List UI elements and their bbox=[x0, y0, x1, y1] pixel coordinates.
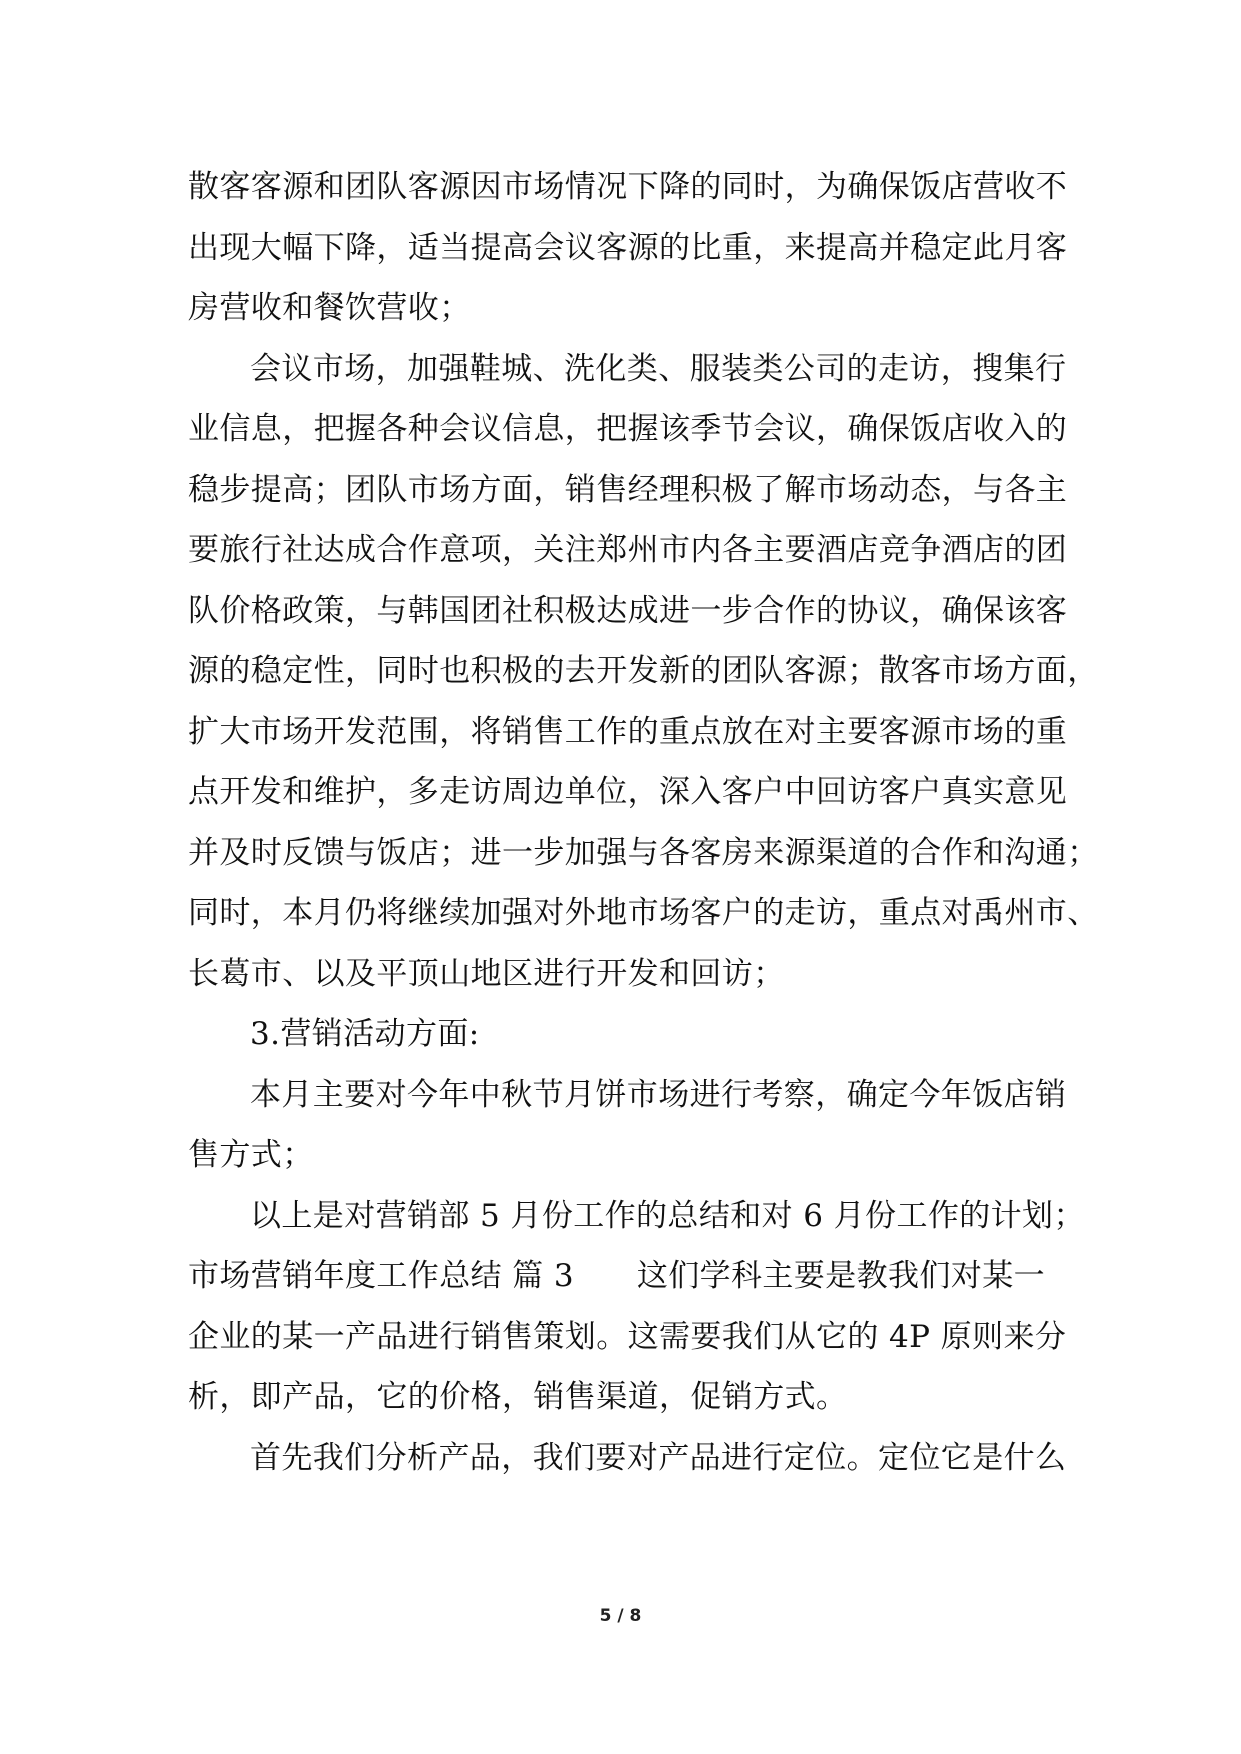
text-line: 出现大幅下降，适当提高会议客源的比重，来提高并稳定此月客 bbox=[188, 229, 1068, 266]
text-line: 售方式； bbox=[188, 1137, 314, 1173]
page-number: 5 / 8 bbox=[599, 1606, 642, 1626]
text-line: 房营收和餐饮营收； bbox=[188, 290, 471, 326]
text-line: 以上是对营销部 5 月份工作的总结和对 6 月份工作的计划； bbox=[250, 1197, 1085, 1234]
text-line: 点开发和维护，多走访周边单位，深入客户中回访客户真实意见 bbox=[188, 774, 1068, 810]
text-line: 长葛市、以及平顶山地区进行开发和回访； bbox=[188, 955, 785, 992]
text-line: 同时，本月仍将继续加强对外地市场客户的走访，重点对禹州市、 bbox=[188, 895, 1099, 931]
text-line: 并及时反馈与饭店；进一步加强与各客房来源渠道的合作和沟通； bbox=[188, 834, 1099, 871]
text-line: 业信息，把握各种会议信息，把握该季节会议，确保饭店收入的 bbox=[188, 411, 1068, 447]
text-line: 析，即产品，它的价格，销售渠道，促销方式。 bbox=[188, 1379, 848, 1415]
text-line: 要旅行社达成合作意项，关注郑州市内各主要酒店竞争酒店的团 bbox=[188, 532, 1068, 568]
text-line: 本月主要对今年中秋节月饼市场进行考察，确定今年饭店销 bbox=[250, 1076, 1067, 1113]
document-body bbox=[188, 157, 1099, 1488]
text-line: 首先我们分析产品，我们要对产品进行定位。定位它是什么 bbox=[250, 1439, 1067, 1476]
text-line: 散客客源和团队客源因市场情况下降的同时，为确保饭店营收不 bbox=[188, 169, 1068, 205]
text-line: 扩大市场开发范围，将销售工作的重点放在对主要客源市场的重 bbox=[188, 713, 1068, 750]
text-line: 源的稳定性，同时也积极的去开发新的团队客源；散客市场方面， bbox=[188, 653, 1099, 689]
text-line: 队价格政策，与韩国团社积极达成进一步合作的协议，确保该客 bbox=[188, 592, 1068, 629]
text-line: 稳步提高；团队市场方面，销售经理积极了解市场动态，与各主 bbox=[188, 471, 1068, 508]
text-line: 3.营销活动方面: bbox=[250, 1016, 480, 1052]
text-line: 会议市场，加强鞋城、洗化类、服装类公司的走访，搜集行 bbox=[250, 350, 1067, 387]
text-line: 市场营销年度工作总结 篇 3 这们学科主要是教我们对某一 bbox=[188, 1258, 1046, 1294]
text-line: 企业的某一产品进行销售策划。这需要我们从它的 4P 原则来分 bbox=[188, 1318, 1067, 1355]
